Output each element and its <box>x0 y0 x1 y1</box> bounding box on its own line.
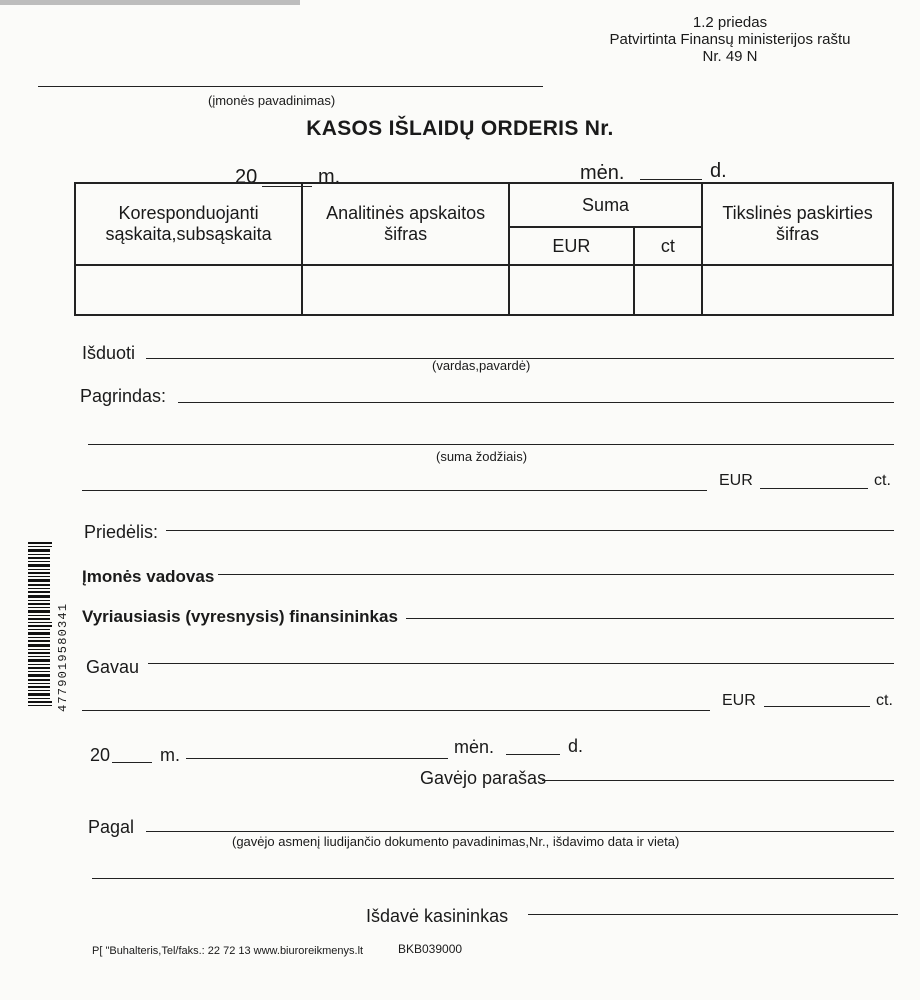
printer-info: P[ "Buhalteris,Tel/faks.: 22 72 13 www.biuroreikmenys.lt <box>92 945 364 957</box>
barcode <box>28 542 68 712</box>
document-title: KASOS IŠLAIDŲ ORDERIS Nr. <box>306 117 614 140</box>
per-label: Pagal <box>88 817 135 837</box>
amount-words-field[interactable] <box>82 490 707 491</box>
issued-name-caption: (vardas,pavardė) <box>432 358 531 373</box>
cell-sum-ct[interactable] <box>634 265 702 315</box>
order-number-ref: Nr. 49 N <box>702 48 758 65</box>
per-document-caption: (gavėjo asmenį liudijančio dokumento pavadinimas,Nr., išdavimo data ir vieta) <box>232 834 680 849</box>
received-field-2[interactable] <box>82 710 710 711</box>
amount-eur-field[interactable] <box>760 488 868 489</box>
amount-eur-label: EUR <box>719 472 753 489</box>
cell-sum-eur[interactable] <box>509 265 634 315</box>
received-eur-label: EUR <box>722 692 756 709</box>
date2-year-suffix: m. <box>160 745 180 765</box>
header-sum-ct: ct <box>634 227 702 265</box>
cell-purpose-code[interactable] <box>702 265 893 315</box>
received-ct-label: ct. <box>876 692 893 709</box>
per-document-field-2[interactable] <box>92 878 894 879</box>
manager-field[interactable] <box>218 574 894 575</box>
date-day-field[interactable] <box>640 179 702 180</box>
date2-month-suffix: mėn. <box>454 737 495 757</box>
basis-field[interactable] <box>178 402 894 403</box>
signature-label: Gavėjo parašas <box>420 768 547 788</box>
date2-year-prefix: 20 <box>90 745 111 765</box>
received-label: Gavau <box>86 657 140 677</box>
attachment-field[interactable] <box>166 530 894 531</box>
amount-ct-label: ct. <box>874 472 891 489</box>
date-year-prefix: 20 <box>235 166 258 188</box>
barcode-number: 4779019580341 <box>56 602 70 712</box>
header-sum-eur: EUR <box>509 227 634 265</box>
received-eur-field[interactable] <box>764 706 870 707</box>
cell-analytic-code[interactable] <box>302 265 509 315</box>
date2-month-field[interactable] <box>186 758 448 759</box>
basis-field-2[interactable] <box>88 444 894 445</box>
date-month-suffix: mėn. <box>580 162 625 184</box>
date-year-suffix: m. <box>318 166 341 188</box>
cell-corresponding-account[interactable] <box>75 265 302 315</box>
company-name-caption: (įmonės pavadinimas) <box>208 93 336 108</box>
form-code: BKB039000 <box>398 942 463 956</box>
received-field[interactable] <box>148 663 894 664</box>
amount-words-caption: (suma žodžiais) <box>436 449 528 464</box>
signature-field[interactable] <box>542 780 894 781</box>
issued-label: Išduoti <box>82 343 136 363</box>
date2-year-field[interactable] <box>112 762 152 763</box>
header-purpose-code: Tikslinės paskirties šifras <box>702 183 893 265</box>
approval-text: Patvirtinta Finansų ministerijos raštu <box>609 31 851 48</box>
basis-label: Pagrindas: <box>80 386 167 406</box>
header-corresponding-account: Koresponduojanti sąskaita,subsąskaita <box>75 183 302 265</box>
date2-day-suffix: d. <box>568 736 584 756</box>
chief-financier-label: Vyriausiasis (vyresnysis) finansininkas <box>82 607 398 626</box>
date-day-suffix: d. <box>710 160 727 182</box>
chief-financier-field[interactable] <box>406 618 894 619</box>
manager-label: Įmonės vadovas <box>82 567 215 586</box>
page-top-edge <box>0 0 300 5</box>
attachment-label: Priedėlis: <box>84 522 159 542</box>
annex-number: 1.2 priedas <box>692 14 768 31</box>
per-document-field[interactable] <box>146 831 894 832</box>
header-sum: Suma <box>509 183 702 227</box>
accounting-table <box>74 182 894 316</box>
approval-header <box>580 14 880 65</box>
cashier-field[interactable] <box>528 914 898 915</box>
header-analytic-code: Analitinės apskaitos šifras <box>302 183 509 265</box>
cashier-label: Išdavė kasininkas <box>366 906 509 926</box>
company-name-line[interactable] <box>38 86 543 87</box>
date2-day-field[interactable] <box>506 754 560 755</box>
